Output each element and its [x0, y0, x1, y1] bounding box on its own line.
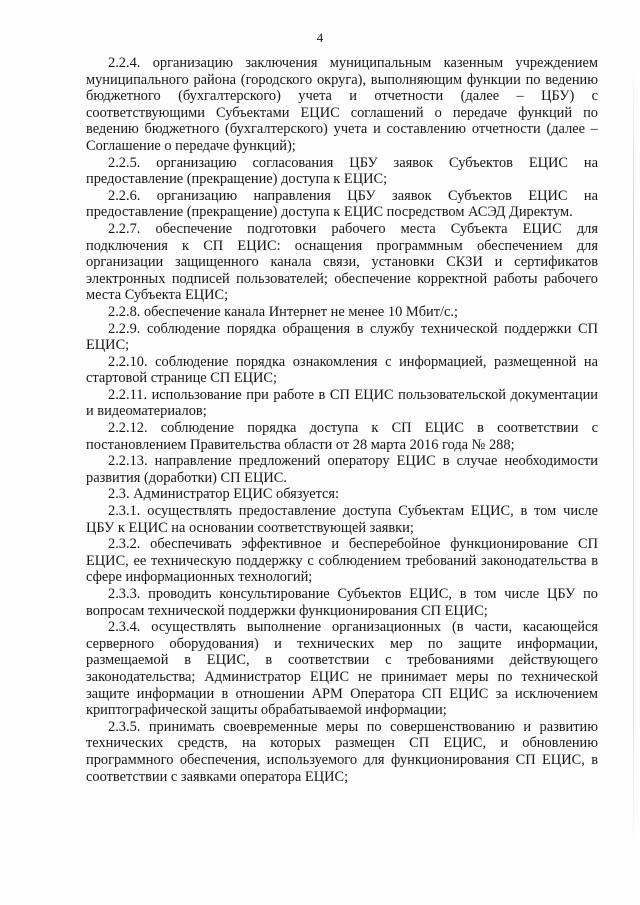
paragraph-2-3-4: 2.3.4. осуществлять выполнение организационных (в части, касающейся серверного оборудования) и технических мер по защите информации, размещаемой в ЕЦИС, в соответствии с требованиями действующего законодательства; Администратор ЕЦИС не принимает меры по технической защите информации в отношении АРМ Оператора СП ЕЦИС за исключением криптографической защиты обрабатываемой информации; — [86, 619, 598, 719]
paragraph-2-3: 2.3. Администратор ЕЦИС обязуется: — [108, 486, 340, 503]
paragraph-2-2-7: 2.2.7. обеспечение подготовки рабочего места Субъекта ЕЦИС для подключения к СП ЕЦИС: оснащения программным обеспечением для организации защищенного канала связи, установки СКЗИ и сертификатов электронных подписей пользователей; обеспечение корректной работы рабочего места Субъекта ЕЦИС; — [86, 220, 598, 304]
paragraph-2-2-5: 2.2.5. организацию согласования ЦБУ заявок Субъектов ЕЦИС на предоставление (прекращение) доступа к ЕЦИС; — [86, 154, 598, 188]
paragraph-2-3-5: 2.3.5. принимать своевременные меры по совершенствованию и развитию технических средств, на которых размещен СП ЕЦИС, и обновлению программного обеспечения, используемого для функционирования СП ЕЦИС, в соответствии с заявками оператора ЕЦИС; — [86, 718, 598, 785]
paragraph-2-2-4: 2.2.4. организацию заключения муниципальным казенным учреждением муниципального района (городского округа), выполняющим функции по ведению бюджетного (бухгалтерского) учета и отчетности (далее – ЦБУ) с соответствующими Субъектами ЕЦИС соглашений о передаче функций по ведению бюджетного (бухгалтерского) учета и составлению отчетности (далее – Соглашение о передаче функций); — [86, 55, 598, 154]
paragraph-2-3-3: 2.3.3. проводить консультирование Субъектов ЕЦИС, в том числе ЦБУ по вопросам технической поддержки функционирования СП ЕЦИС; — [86, 586, 598, 619]
paragraph-2-2-9: 2.2.9. соблюдение порядка обращения в службу технической поддержки СП ЕЦИС; — [86, 320, 598, 354]
paragraph-2-2-11: 2.2.11. использование при работе в СП ЕЦИС пользовательской документации и видеоматериалов; — [86, 386, 598, 420]
page-number: 4 — [316, 30, 324, 45]
paragraph-2-2-13: 2.2.13. направление предложений оператору ЕЦИС в случае необходимости развития (доработки) СП ЕЦИС. — [86, 453, 598, 486]
paragraph-2-3-2: 2.3.2. обеспечивать эффективное и бесперебойное функционирование СП ЕЦИС, ее техническую поддержку с соблюдением требований законодательства в сфере информационных технологий; — [86, 536, 598, 586]
scan-edge-shadow — [633, 60, 634, 860]
paragraph-2-2-12: 2.2.12. соблюдение порядка доступа к СП ЕЦИС в соответствии с постановлением Правительства области от 28 марта 2016 года № 288; — [86, 420, 598, 453]
paragraph-2-2-10: 2.2.10. соблюдение порядка ознакомления с информацией, размещенной на стартовой странице СП ЕЦИС; — [86, 353, 598, 387]
paragraph-2-3-1: 2.3.1. осуществлять предоставление доступа Субъектам ЕЦИС, в том числе ЦБУ к ЕЦИС на основании соответствующей заявки; — [86, 503, 598, 536]
paragraph-2-2-8: 2.2.8. обеспечение канала Интернет не менее 10 Мбит/с.; — [108, 303, 458, 320]
paragraph-2-2-6: 2.2.6. организацию направления ЦБУ заявок Субъектов ЕЦИС на предоставление (прекращение) доступа к ЕЦИС посредством АСЭД Директум. — [86, 187, 598, 221]
document-body — [86, 55, 598, 785]
